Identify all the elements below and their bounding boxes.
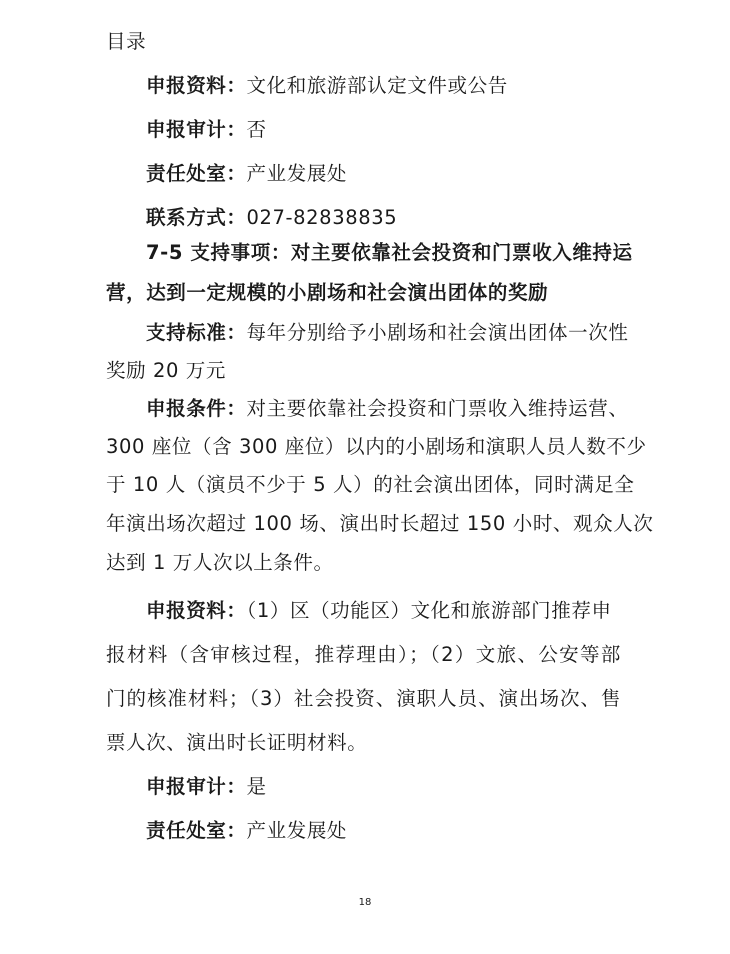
materials2-line-3: 门的核准材料；（3）社会投资、演职人员、演出场次、售 <box>106 687 621 710</box>
audit-row <box>146 120 267 140</box>
office2-value: 产业发展处 <box>246 819 348 842</box>
office-value: 产业发展处 <box>246 162 348 185</box>
standard-label: 支持标准： <box>146 321 247 344</box>
materials-value: 文化和旅游部认定文件或公告 <box>246 74 508 97</box>
audit-value: 否 <box>246 118 267 141</box>
page-number: 18 <box>358 897 372 908</box>
conditions-row <box>146 397 629 420</box>
standard-line-2: 奖励 20 万元 <box>106 359 227 382</box>
materials2-line-4: 票人次、演出时长证明材料。 <box>106 731 368 754</box>
materials2-line-2: 报材料（含审核过程，推荐理由）；（2）文旅、公安等部 <box>106 643 621 666</box>
office2-label: 责任处室： <box>146 819 247 842</box>
audit-label: 申报审计： <box>146 118 247 141</box>
item-title-line-1: 7-5 支持事项：对主要依靠社会投资和门票收入维持运 <box>146 241 633 264</box>
conditions-line-2: 300 座位（含 300 座位）以内的小剧场和演职人员人数不少 <box>106 435 647 458</box>
contact-row <box>146 208 397 228</box>
standard-line-1: 每年分别给予小剧场和社会演出团体一次性 <box>246 321 629 344</box>
materials2-line-1: （1）区（功能区）文化和旅游部门推荐申 <box>246 599 612 622</box>
audit2-label: 申报审计： <box>146 775 247 798</box>
materials2-row <box>146 601 621 621</box>
audit2-row <box>146 777 267 797</box>
conditions-line-1: 对主要依靠社会投资和门票收入维持运营、 <box>246 397 629 420</box>
item-title-line-2: 营，达到一定规模的小剧场和社会演出团体的奖励 <box>106 281 549 304</box>
conditions-line-3: 于 10 人（演员不少于 5 人）的社会演出团体，同时满足全 <box>106 473 635 496</box>
office-row <box>146 164 347 184</box>
toc-label-text: 目录 <box>106 30 147 53</box>
materials-label: 申报资料： <box>146 74 247 97</box>
audit2-value: 是 <box>246 775 267 798</box>
conditions-label: 申报条件： <box>146 397 247 420</box>
conditions-line-5: 达到 1 万人次以上条件。 <box>106 551 334 574</box>
office2-row <box>146 821 347 841</box>
contact-value: 027-82838835 <box>246 206 398 229</box>
conditions-line-4: 年演出场次超过 100 场、演出时长超过 150 小时、观众人次 <box>106 512 654 535</box>
office-label: 责任处室： <box>146 162 247 185</box>
materials2-label: 申报资料： <box>146 599 247 622</box>
contact-label: 联系方式： <box>146 206 247 229</box>
materials-row <box>146 76 508 96</box>
toc-label <box>106 32 146 52</box>
standard-row <box>146 321 629 344</box>
